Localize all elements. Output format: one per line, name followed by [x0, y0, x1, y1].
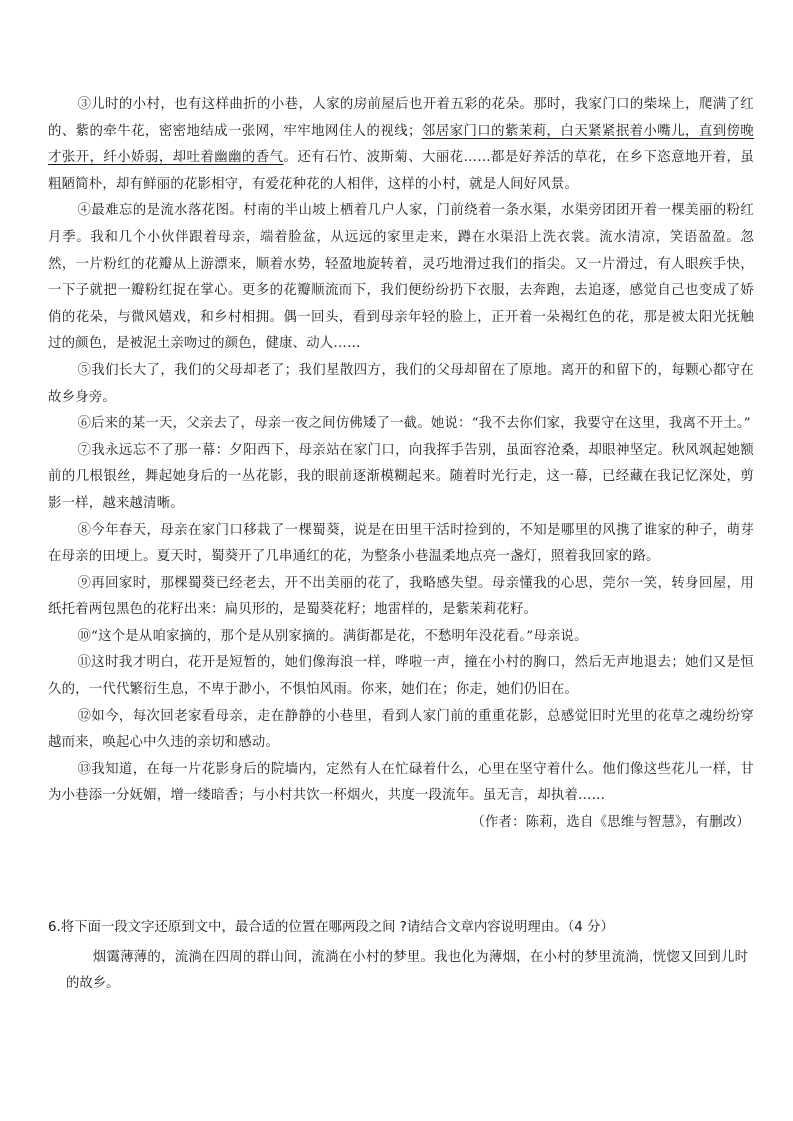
- paragraph-3-text-a: ③儿时的小村，也有这样曲折的小巷，人家的房前屋后也开着五彩的花朵。那时，我家门口的柴垛上，爬满了红的、紫的牵牛花，密密地结成一张网，牢牢地网住人的视线；: [48, 97, 754, 139]
- article-body: [48, 92, 754, 837]
- paragraph-6: ⑥后来的某一天，父亲去了，母亲一夜之间仿佛矮了一截。她说：“我不去你们家，我要守在这里，我离不开土。”: [77, 416, 751, 432]
- paragraph-3-underlined: 邻居家门口的紫茉莉，白天紧紧抿着小嘴儿，直到傍晚才张开，纤小娇弱，却吐着幽幽的香气: [48, 123, 754, 166]
- paragraph-8: ⑧今年春天，母亲在家门口移栽了一棵蜀葵，说是在田里干活时捡到的，不知是哪里的风携了谁家的种子，萌芽在母亲的田埂上。夏天时，蜀葵开了几串通红的花，为整条小巷温柔地点亮一盏灯，照着我回家的路。: [48, 522, 754, 565]
- paragraph-13: ⑬我知道，在每一片花影身后的院墙内，定然有人在忙碌着什么，心里在坚守着什么。他们像这些花儿一样，甘为小巷添一分妩媚，增一缕暗香；与小村共饮一杯烟火，共度一段流年。虽无言，却执着……: [48, 761, 754, 804]
- paragraph-3-text-b: 。还有石竹、波斯菊、大丽花……都是好养活的草花，在乡下恣意地开着，虽粗陋简朴，却有鲜丽的花影相守，有爱花种花的人相伴，这样的小村，就是人间好风景。: [48, 150, 754, 192]
- paragraph-5: ⑤我们长大了，我们的父母却老了；我们星散四方，我们的父母却留在了原地。离开的和留下的，每颗心都守在故乡身旁。: [48, 362, 754, 405]
- paragraph-7: ⑦我永远忘不了那一幕：夕阳西下，母亲站在家门口，向我挥手告别，虽面容沧桑，却眼神坚定。秋风飒起她额前的几根银丝，舞起她身后的一丛花影，我的眼前逐渐模糊起来。随着时光行走，这一幕，已经藏在我记忆深处，剪影一样，越来越清晰。: [48, 442, 754, 511]
- paragraph-10: ⑩“这个是从咱家摘的，那个是从别家摘的。满街都是花，不愁明年没花看。”母亲说。: [77, 628, 588, 644]
- paragraph-4: ④最难忘的是流水落花图。村南的半山坡上栖着几户人家，门前绕着一条水渠，水渠旁团团开着一棵美丽的粉红月季。我和几个小伙伴跟着母亲，端着脸盆，从远远的家里走来，蹲在水渠沿上洗衣裳。流水清凉，笑语盈盈。忽然，一片粉红的花瓣从上游漂来，顺着水势，轻盈地旋转着，灵巧地滑过我们的指尖。又一片滑过，有人眼疾手快，一下子就把一瓣粉红捉在掌心。更多的花瓣顺流而下，我们便纷纷扔下衣服，去奔跑，去追逐，感觉自己也变成了娇俏的花朵，与微风嬉戏，和乡村相拥。偶一回头，看到母亲年轻的脸上，正开着一朵褐红色的花，那是被太阳光抚触过的颜色，是被泥土亲吻过的颜色，健康、动人……: [48, 203, 754, 352]
- source-citation: （作者：陈莉，选自《思维与智慧》，有删改）: [471, 815, 750, 831]
- question-6-passage: 烟霭薄薄的，流淌在四周的群山间，流淌在小村的梦里。我也化为薄烟，在小村的梦里流淌，恍惚又回到儿时的故乡。: [66, 950, 748, 991]
- paragraph-11: ⑪这时我才明白，花开是短暂的，她们像海浪一样，哗啦一声，撞在小村的胸口，然后无声地退去；她们又是恒久的，一代代繁衍生息，不卑于渺小，不惧怕风雨。你来，她们在；你走，她们仍旧在。: [48, 655, 754, 698]
- paragraph-9: ⑨再回家时，那棵蜀葵已经老去，开不出美丽的花了，我略感失望。母亲懂我的心思，莞尔一笑，转身回屋，用纸托着两包黑色的花籽出来：扁贝形的，是蜀葵花籽；地雷样的，是紫茉莉花籽。: [48, 575, 754, 618]
- paragraph-12: ⑫如今，每次回老家看母亲，走在静静的小巷里，看到人家门前的重重花影，总感觉旧时光里的花草之魂纷纷穿越而来，唤起心中久违的亲切和感动。: [48, 708, 754, 751]
- question-6: 6.将下面一段文字还原到文中，最合适的位置在哪两段之间 ?请结合文章内容说明理由。（4 分）: [48, 920, 614, 935]
- paragraph-3: [48, 92, 754, 198]
